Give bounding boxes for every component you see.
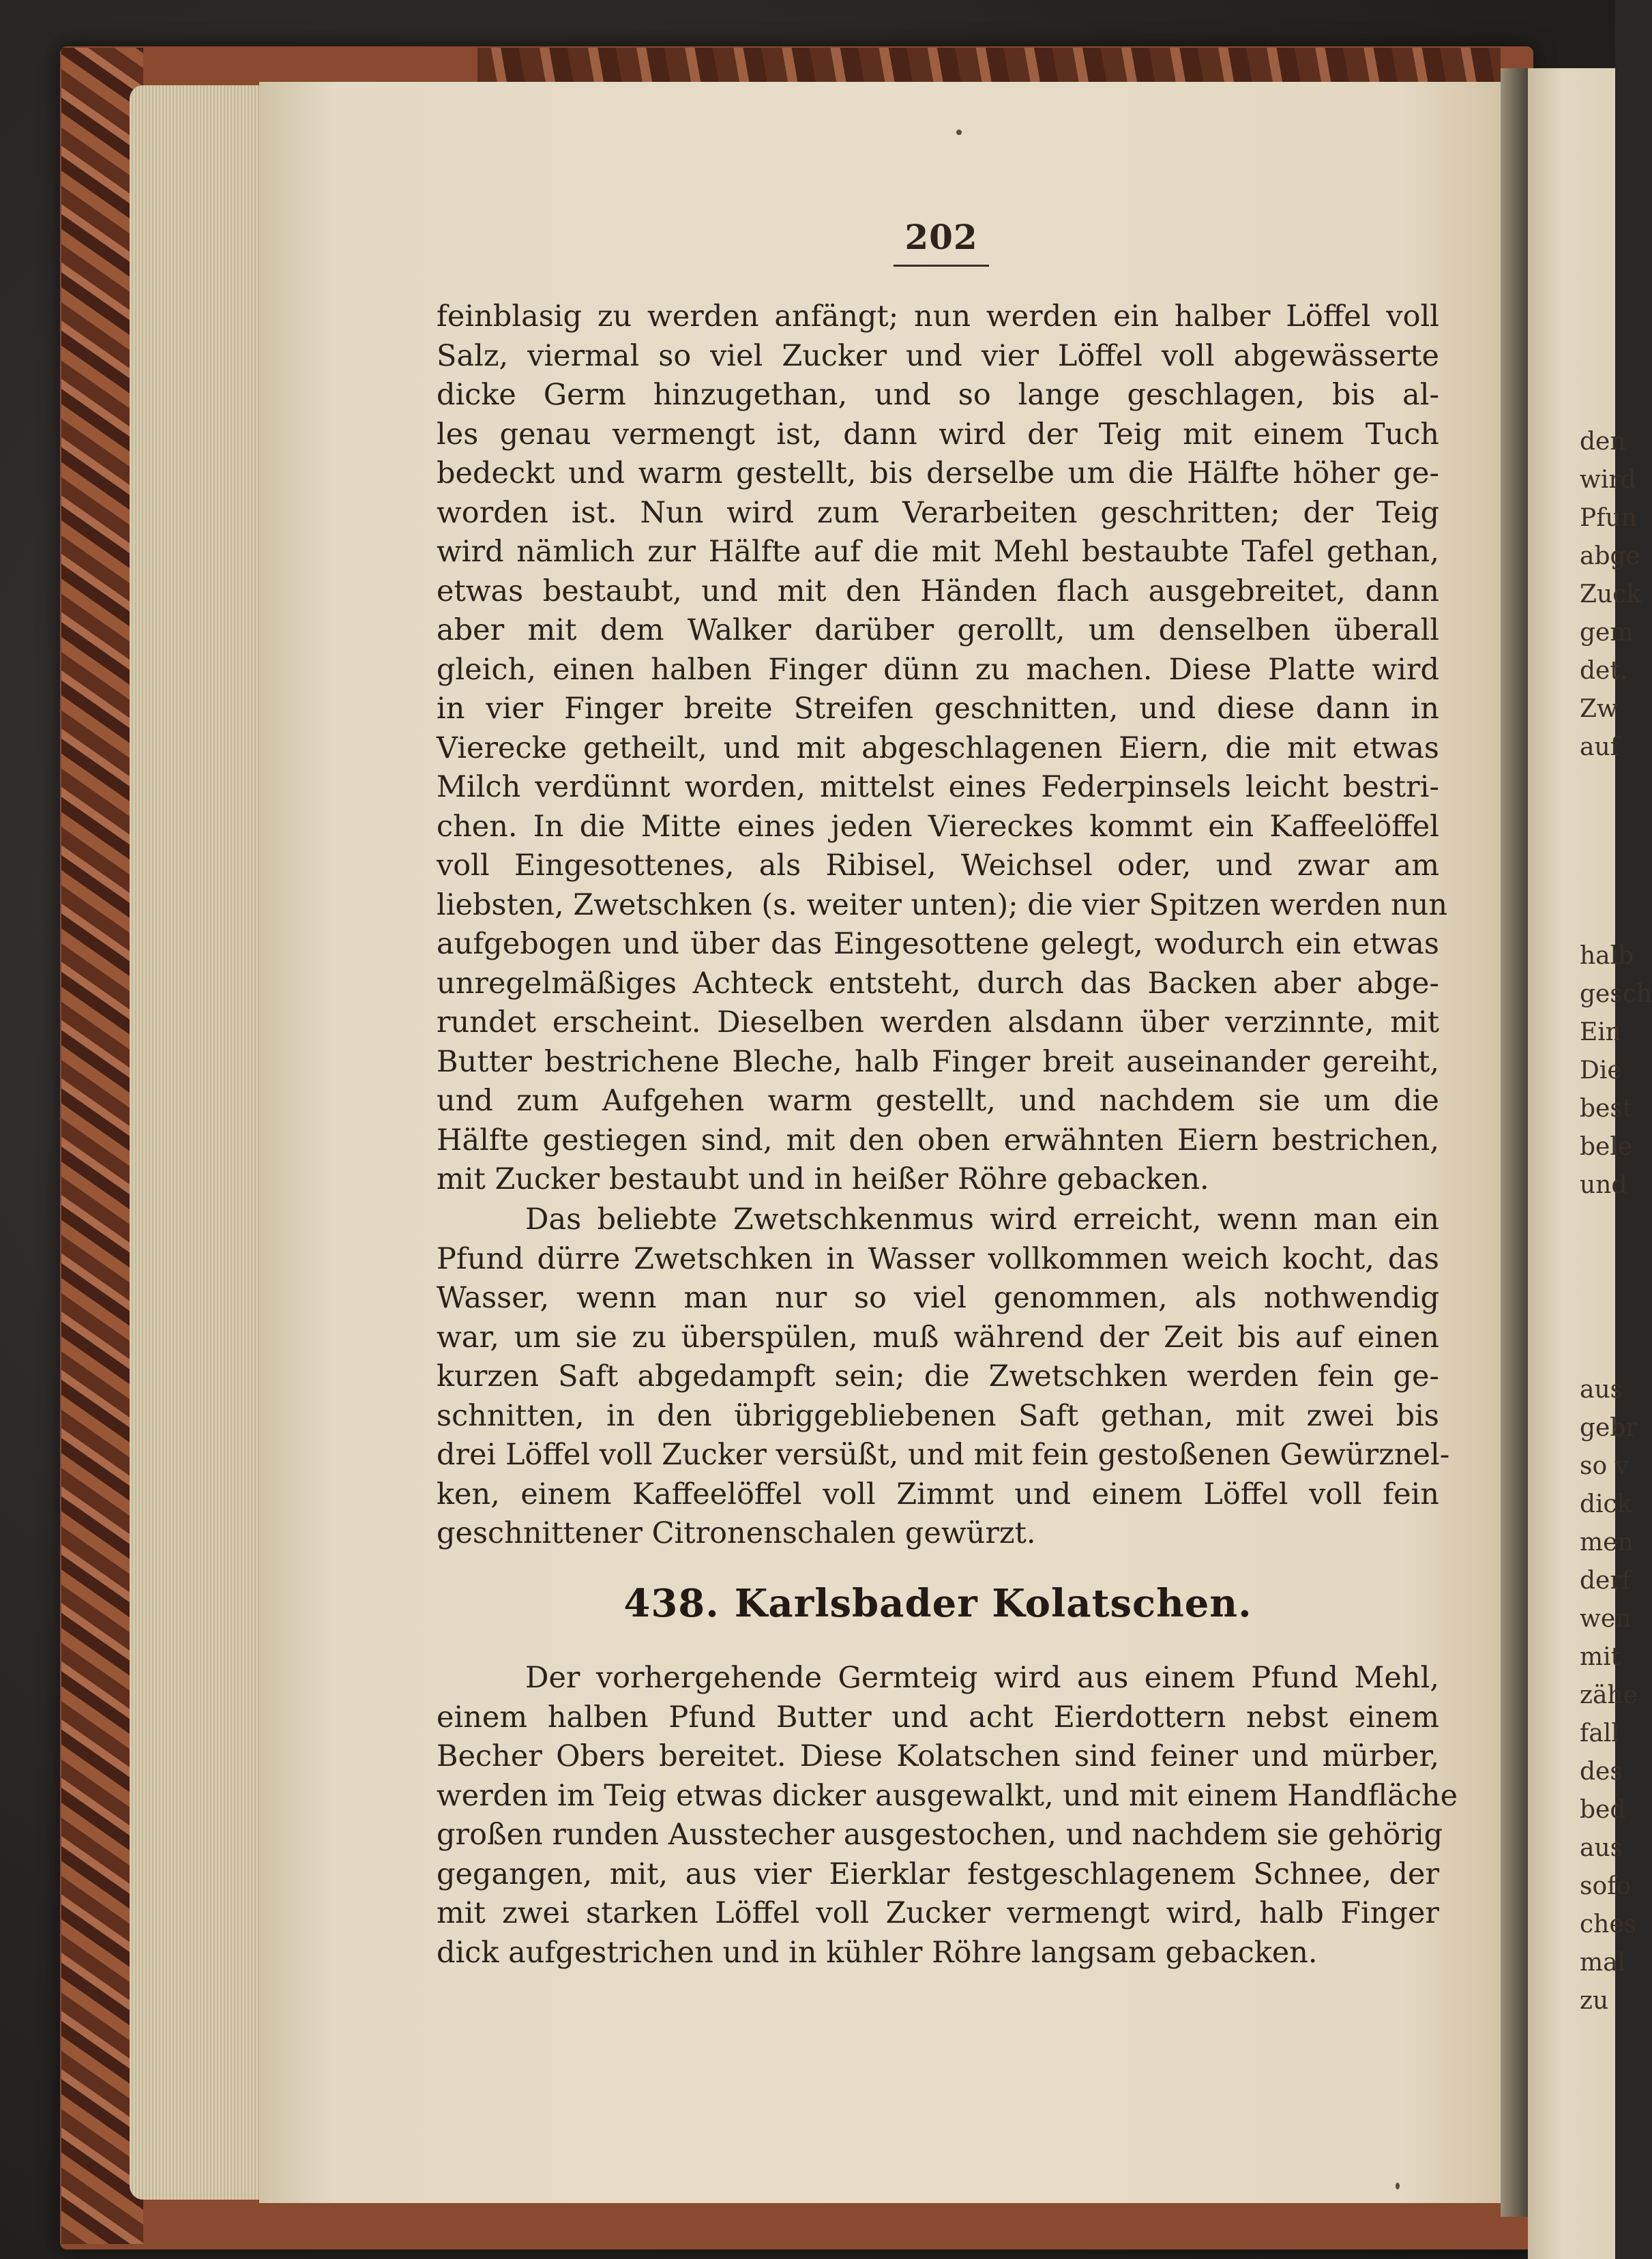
next-page-fragment: den <box>1580 428 1626 456</box>
next-page-fragment: wird <box>1580 466 1636 494</box>
text-line: worden ist. Nun wird zum Verarbeiten geschritten; der Teig <box>437 495 1439 530</box>
page-speck <box>1396 2183 1400 2189</box>
paragraph-1 <box>437 297 1448 1200</box>
book-gutter <box>1501 68 1528 2217</box>
text-line: aber mit dem Walker darüber gerollt, um denselben überall <box>437 613 1439 647</box>
section-title: Karlsbader Kolatschen. <box>734 1581 1252 1626</box>
next-page-fragment: Die <box>1580 1057 1622 1084</box>
next-page-fragment: Zuck <box>1580 580 1642 608</box>
text-line: rundet erscheint. Dieselben werden alsdann über verzinnte, mit <box>437 1005 1439 1039</box>
next-page-fragment: ches <box>1580 1910 1637 1938</box>
text-line: feinblasig zu werden anfängt; nun werden ein halber Löffel voll <box>437 299 1439 334</box>
text-line: Pfund dürre Zwetschken in Wasser vollkommen weich kocht, das <box>437 1241 1439 1276</box>
next-page-fragment: derf <box>1580 1567 1631 1595</box>
text-line: war, um sie zu überspülen, muß während der Zeit bis auf einen <box>437 1320 1439 1355</box>
next-page-fragment: und <box>1580 1171 1627 1199</box>
next-page-fragment: gebr <box>1580 1414 1638 1442</box>
next-page-fragment: bele <box>1580 1133 1633 1161</box>
next-page-fragment: des <box>1580 1758 1623 1786</box>
text-line: in vier Finger breite Streifen geschnitten, und diese dann in <box>437 692 1439 726</box>
text-line: Das beliebte Zwetschkenmus wird erreicht, wenn man ein <box>525 1202 1439 1237</box>
next-page-fragment: gesch <box>1580 980 1652 1008</box>
next-page-fragment: Ein <box>1580 1018 1621 1046</box>
text-line: und zum Aufgehen warm gestellt, und nachdem sie um die <box>437 1084 1439 1118</box>
text-line: chen. In die Mitte eines jeden Viereckes kommt ein Kaffeelöffel <box>437 809 1439 844</box>
section-number: 438. <box>623 1581 720 1626</box>
next-page-fragment: zu <box>1580 1987 1609 2015</box>
text-line: voll Eingesottenes, als Ribisel, Weichsel oder, und zwar am <box>437 848 1439 883</box>
next-page-fragment: zähe <box>1580 1681 1638 1709</box>
text-line: etwas bestaubt, und mit den Händen flach ausgebreitet, dann <box>437 574 1439 608</box>
text-line: Hälfte gestiegen sind, mit den oben erwähnten Eiern bestrichen, <box>437 1123 1439 1157</box>
next-page-fragment: Pfun <box>1580 504 1637 532</box>
text-line: Wasser, wenn man nur so viel genommen, als nothwendig <box>437 1281 1439 1315</box>
next-page-fragment: abge <box>1580 542 1640 570</box>
next-page-fragment: dick <box>1580 1490 1632 1518</box>
next-page-fragment: best <box>1580 1095 1633 1123</box>
next-page-fragment: det. <box>1580 657 1628 685</box>
text-line: liebsten, Zwetschken (s. weiter unten); die vier Spitzen werden nun <box>437 887 1448 922</box>
next-page-fragment: aus <box>1580 1834 1623 1862</box>
text-line: Butter bestrichene Bleche, halb Finger breit auseinander gereiht, <box>437 1044 1439 1079</box>
page-number: 202 <box>904 217 978 257</box>
text-line: gleich, einen halben Finger dünn zu machen. Diese Platte wird <box>437 652 1439 687</box>
text-line: drei Löffel voll Zucker versüßt, und mit fein gestoßenen Gewürznel- <box>437 1438 1450 1472</box>
text-line: kurzen Saft abgedampft sein; die Zwetschken werden fein ge- <box>437 1359 1439 1393</box>
next-page-fragment: bed <box>1580 1796 1626 1824</box>
text-line: ken, einem Kaffeelöffel voll Zimmt und einem Löffel voll fein <box>437 1477 1439 1511</box>
text-line: schnitten, in den übriggebliebenen Saft gethan, mit zwei bis <box>437 1398 1439 1433</box>
next-page-fragment: halb <box>1580 942 1634 970</box>
text-line: les genau vermengt ist, dann wird der Teig mit einem Tuch <box>437 417 1439 452</box>
section-heading <box>437 1581 1439 1626</box>
next-page-fragment: fall <box>1580 1719 1619 1747</box>
text-line: Becher Obers bereitet. Diese Kolatschen sind feiner und mürber, <box>437 1739 1439 1773</box>
text-line: einem halben Pfund Butter und acht Eierdottern nebst einem <box>437 1700 1439 1734</box>
text-line: gegangen, mit, aus vier Eierklar festgeschlagenem Schnee, der <box>437 1857 1439 1891</box>
page-speck <box>956 130 962 135</box>
paragraph-2 <box>437 1200 1450 1554</box>
page-number-rule <box>894 265 989 267</box>
next-page-fragment: Zw <box>1580 695 1618 723</box>
text-line: bedeckt und warm gestellt, bis derselbe um die Hälfte höher ge- <box>437 456 1439 490</box>
text-line: mit Zucker bestaubt und in heißer Röhre gebacken. <box>437 1162 1209 1196</box>
text-line: geschnittener Citronenschalen gewürzt. <box>437 1516 1036 1550</box>
next-page-fragment: so v <box>1580 1452 1629 1480</box>
next-page-fragment: mit <box>1580 1643 1621 1671</box>
page-edge-stack <box>130 85 266 2200</box>
next-page-fragment: wen <box>1580 1605 1632 1633</box>
next-page-fragment: sofo <box>1580 1872 1632 1900</box>
text-line: mit zwei starken Löffel voll Zucker vermengt wird, halb Finger <box>437 1896 1439 1930</box>
next-page-fragment: mal <box>1580 1949 1626 1977</box>
text-line: wird nämlich zur Hälfte auf die mit Mehl bestaubte Tafel gethan, <box>437 535 1439 569</box>
text-line: Salz, viermal so viel Zucker und vier Löffel voll abgewässerte <box>437 338 1439 373</box>
text-line: dicke Germ hinzugethan, und so lange geschlagen, bis al- <box>437 378 1439 412</box>
text-line: aufgebogen und über das Eingesottene gelegt, wodurch ein etwas <box>437 927 1439 961</box>
text-line: werden im Teig etwas dicker ausgewalkt, und mit einem Handfläche <box>437 1778 1458 1813</box>
paragraph-3 <box>437 1659 1458 1973</box>
text-line: Vierecke getheilt, und mit abgeschlagenen Eiern, die mit etwas <box>437 730 1439 765</box>
text-line: unregelmäßiges Achteck entsteht, durch das Backen aber abge- <box>437 966 1439 1001</box>
text-line: Der vorhergehende Germteig wird aus einem Pfund Mehl, <box>525 1661 1439 1695</box>
text-line: großen runden Ausstecher ausgestochen, und nachdem sie gehörig <box>437 1818 1443 1852</box>
next-page-fragment: aus <box>1580 1376 1623 1404</box>
next-page-fragment: men <box>1580 1529 1634 1556</box>
text-line: Milch verdünnt worden, mittelst eines Federpinsels leicht bestri- <box>437 770 1439 804</box>
next-page-fragment: gem <box>1580 619 1634 647</box>
text-line: dick aufgestrichen und in kühler Röhre langsam gebacken. <box>437 1935 1318 1970</box>
next-page-fragment: auf <box>1580 733 1619 761</box>
